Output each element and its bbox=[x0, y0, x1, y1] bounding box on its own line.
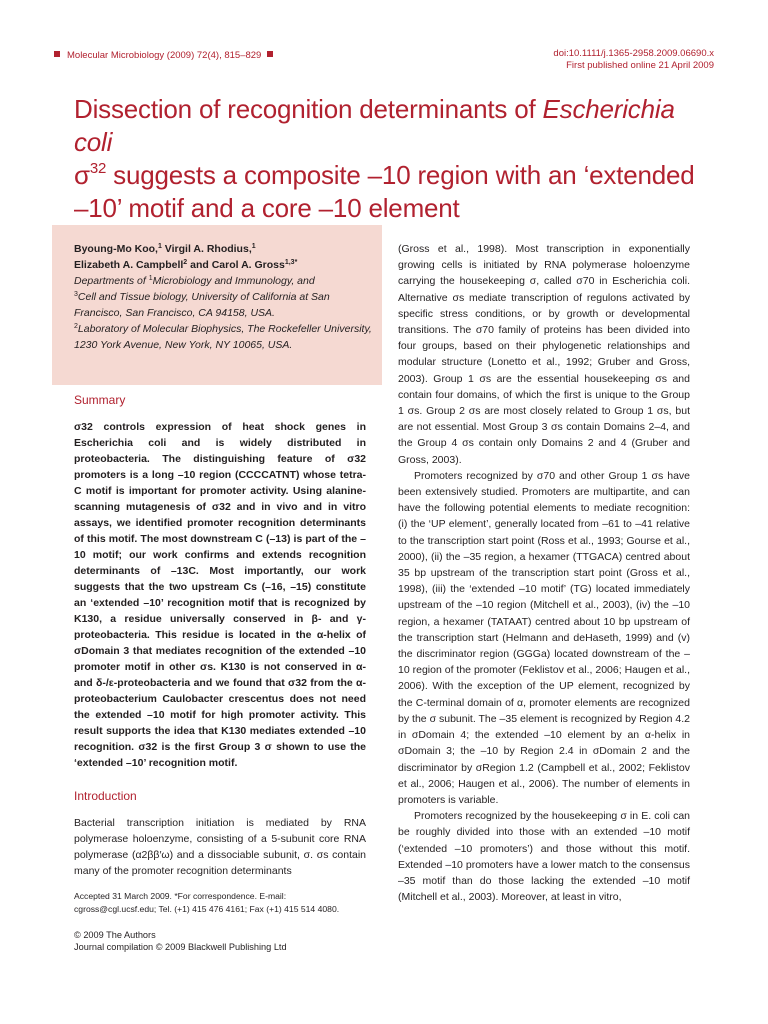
copyright bbox=[74, 929, 374, 953]
paragraph: (Gross et al., 1998). Most transcription in exponentially growing cells is initiated by RNA polymerase holoenzyme carrying the housekeeping σ, called σ70 in Escherichia coli. Alternative σs mediate transcription of regulons activated by specific stress conditions, or by growth or developmental transitions. The σ70 family of proteins has been divided into four groups, based on their phylogenetic relationships and modular structure (Lonetto et al., 1992; Gruber and Gross, 2003). Group 1 σs are the essential housekeeping σs and contain four domains, of which the first is unique to the Group 1 σs. Group 2 σs are most closely related to Group 1 σs, but are not essential. Most Group 3 σs contain Domains 2–4, and the Group 4 σs contain only Domains 2 and 4 (Gruber and Gross, 2003). bbox=[398, 243, 690, 466]
affil-sup: 2 bbox=[74, 323, 78, 330]
affil-text: Laboratory of Molecular Biophysics, The Rockefeller University, 1230 York Avenue, New York, NY 10065, USA. bbox=[74, 323, 372, 351]
affil-text: Microbiology and Immunology, and bbox=[152, 275, 315, 287]
affil-sup: 1 bbox=[157, 243, 162, 250]
journal-citation bbox=[54, 50, 273, 61]
summary-heading: Summary bbox=[74, 393, 126, 407]
affil-text: Departments of bbox=[74, 275, 149, 287]
affil-sup: 2 bbox=[183, 259, 188, 266]
paragraph: Promoters recognized by the housekeeping σ in E. coli can be roughly divided into those with an extended –10 motif (‘extended –10 promoters’) and those without this motif. Extended –10 promoters have a lower match to the consensus –35 motif than do those lacking the extended –10 motif (Mitchell et al., 2003). Moreover, at least in vitro, bbox=[398, 810, 690, 904]
doi-block bbox=[553, 48, 714, 72]
paragraph: Promoters recognized by σ70 and other Group 1 σs have been extensively studied. Promoters are multipartite, and can have the following potential elements to mediate recognition: (i) the ‘UP element’, generally located from –61 to –41 relative to the transcription start point (Ross et al., 1993; Gourse et al., 2000), (ii) the –35 region, a hexamer (TTGACA) centred about 35 bp upstream of the transcription start point (Gross et al., 1998), (iii) the ‘extended –10 motif’ (TG) located immediately upstream of the –10 region (Mitchell et al., 2003), (iv) the –10 region, a hexamer (TATAAT) centred about 10 bp upstream of the transcription start (Helmann and deHaseth, 1999) and (v) the discriminator region (GGGa) located downstream of the –10 region of the promoter (Feklistov et al., 2006; Haugen et al., 2006). With the exception of the UP element, recognized by the C-terminal domain of α, promoter elements are recognized by the σ subunit. The –35 element is recognized by Region 4.2 in σDomain 4; the extended –10 element by an α-helix in σDomain 3; the –10 by Region 2.4 in σDomain 2 and the discriminator by σRegion 1.2 (Campbell et al., 2002; Feklistov et al., 2006; Haugen et al., 2006). The number of elements in promoters is variable. bbox=[398, 469, 690, 806]
left-column bbox=[74, 393, 366, 879]
author-name: Virgil A. Rhodius, bbox=[161, 243, 252, 255]
author-box bbox=[52, 225, 382, 385]
affil-sup: 1,3* bbox=[284, 259, 298, 266]
author-name: Byoung-Mo Koo, bbox=[74, 243, 158, 255]
header-square-icon bbox=[54, 51, 60, 57]
author-name: Elizabeth A. Campbell bbox=[74, 259, 184, 271]
header-square-icon bbox=[267, 51, 273, 57]
journal-header bbox=[52, 47, 716, 75]
title-sigma-sup: 32 bbox=[89, 160, 107, 177]
copyright-line: Journal compilation © 2009 Blackwell Publishing Ltd bbox=[74, 942, 287, 952]
summary-text: σ32 controls expression of heat shock genes in Escherichia coli and is widely distributed in proteobacteria. The distinguishing feature of σ32 promoters is a long –10 region (CCCCATNT) whose tetra-C motif is important for promoter activity. Using alanine-scanning mutagenesis of σ32 and in vivo and in vitro assays, we identified promoter recognition determinants of this motif. The most downstream C (–13) is part of the –10 motif; our work confirms and extends recognition determinants of –13C. Most importantly, our work suggests that the two upstream Cs (–16, –15) constitute an ‘extended –10’ recognition motif that is recognized by K130, a residue universally conserved in β- and γ-proteobacteria. This residue is located in the α-helix of σDomain 3 that mediates recognition of the extended –10 promoter motif in other σs. K130 is not conserved in α- and δ-/ε-proteobacteria and we found that σ32 from the α-proteobacterium Caulobacter crescentus does not need the extended –10 motif for high promoter activity. This result supports the idea that K130 mediates extended –10 recognition. σ32 is the first Group 3 σ shown to use the ‘extended –10’ recognition motif. bbox=[74, 421, 366, 769]
affil-text: Cell and Tissue biology, University of California at San Francisco, San Francisco, CA 94158, USA. bbox=[74, 291, 330, 319]
affil-sup: 3 bbox=[74, 291, 78, 298]
right-column bbox=[398, 241, 690, 905]
title-sigma: σ bbox=[74, 160, 90, 190]
doi[interactable]: doi:10.1111/j.1365-2958.2009.06690.x bbox=[553, 48, 714, 59]
introduction-heading: Introduction bbox=[74, 789, 137, 803]
journal-line: Molecular Microbiology (2009) 72(4), 815–829 bbox=[67, 50, 262, 61]
title-text: Dissection of recognition determinants of bbox=[74, 94, 543, 124]
author-list bbox=[74, 241, 374, 273]
title-text-2: suggests a composite –10 region with an ‘extended –10’ motif and a core –10 element bbox=[74, 160, 695, 223]
affil-sup: 1 bbox=[148, 275, 153, 282]
copyright-line: © 2009 The Authors bbox=[74, 930, 156, 940]
article-title bbox=[74, 93, 704, 225]
author-name: and Carol A. Gross bbox=[187, 259, 285, 271]
publish-date: First published online 21 April 2009 bbox=[566, 60, 714, 71]
affiliations bbox=[74, 273, 374, 353]
correspondence-footnote: Accepted 31 March 2009. *For correspondence. E-mail: cgross@cgl.ucsf.edu; Tel. (+1) 415 476 4161; Fax (+1) 415 514 4080. bbox=[74, 891, 340, 914]
title-organism: Escherichia coli bbox=[74, 94, 675, 157]
introduction-text: Bacterial transcription initiation is mediated by RNA polymerase holoenzyme, consisting of a 5-subunit core RNA polymerase (α2ββ′ω) and a dissociable subunit, σ. σs contain many of the promoter recognition determinants bbox=[74, 817, 366, 877]
affil-sup: 1 bbox=[251, 243, 256, 250]
